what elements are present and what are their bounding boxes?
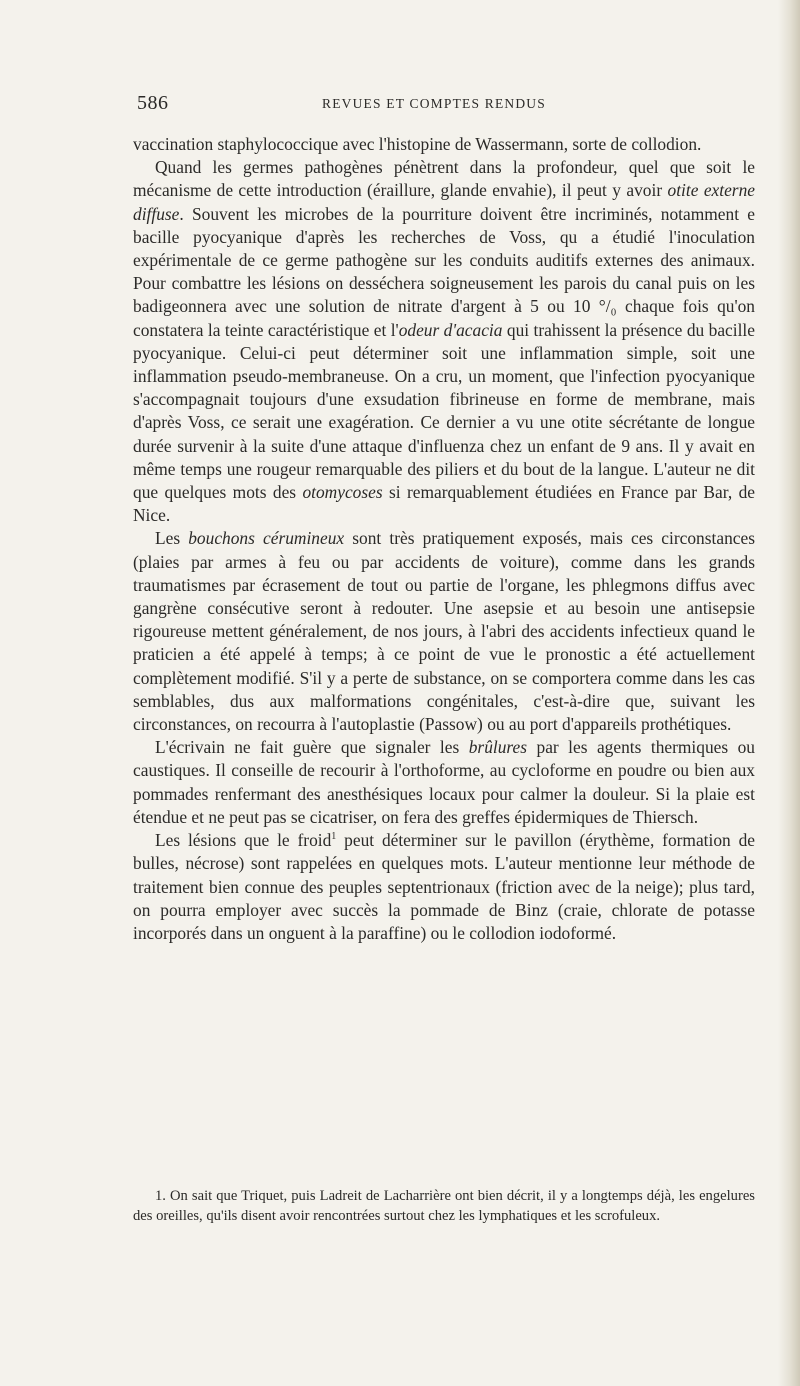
footnote: 1. On sait que Triquet, puis Ladreit de Lacharrière ont bien décrit, il y a longtemps déjà, les engelures des oreilles, qu'ils disent avoir rencontrées surtout chez les lymphatiques et les scrofuleux.	[133, 1188, 755, 1224]
page-edge-shadow	[778, 0, 800, 1386]
paragraph-3: Les bouchons cérumineux sont très pratiquement exposés, mais ces circonstances (plaies par armes à feu ou par accidents de voiture), comme dans les grands traumatismes par écrasement de tout ou partie de l'organe, les phlegmons diffus avec gangrène consécutive seront à redouter. Une asepsie et au besoin une antisepsie rigoureuse mettent généralement, de nos jours, à l'abri des accidents infectieux quand le praticien a été appelé à temps; à ce point de vue le pronostic a été actuellement complètement modifié. S'il y a perte de substance, on se comportera comme dans les cas semblables, dus aux malformations congénitales, c'est-à-dire que, suivant les circonstances, on recourra à l'autoplastie (Passow) ou au port d'appareils prothétiques.	[133, 528, 755, 735]
emphasis-brulures: brûlures	[468, 737, 528, 758]
emphasis-otomycoses: otomycoses	[302, 482, 383, 503]
body-text	[133, 133, 755, 945]
paragraph-2: Quand les germes pathogènes pénètrent dans la profondeur, quel que soit le mécanisme de cette introduction (éraillure, glande envahie), il peut y avoir otite externe diffuse. Souvent les microbes de la pourriture doivent être incriminés, notamment e bacille pyocyanique d'après les recherches de Voss, qu a étudié l'inoculation expérimentale de ce germe pathogène sur les conduits auditifs externes des animaux. Pour combattre les lésions on desséchera soigneusement les parois du canal puis on les badigeonnera avec une solution de nitrate d'argent à 5 ou 10 °/₀ chaque fois qu'on constatera la teinte caractéristique et l'odeur d'acacia qui trahissent la présence du bacille pyocyanique. Celui-ci peut déterminer soit une inflammation simple, soit une inflammation pseudo-membraneuse. On a cru, un moment, que l'infection pyocyanique s'accompagnait toujours d'une exsudation fibrineuse en forme de membrane, mais d'après Voss, ce serait une exagération. Ce dernier a vu une otite sécrétante de longue durée survenir à la suite d'une attaque d'influenza chez un enfant de 9 ans. Il y avait en même temps une rougeur remarquable des piliers et du bout de la langue. L'auteur ne dit que quelques mots des otomycoses si remarquablement étudiées en France par Bar, de Nice.	[133, 157, 755, 526]
emphasis-otite: otite externe diffuse	[133, 180, 755, 224]
running-head: REVUES ET COMPTES RENDUS	[322, 96, 546, 111]
emphasis-bouchons: bouchons cérumineux	[188, 528, 345, 549]
paragraph-4: L'écrivain ne fait guère que signaler les brûlures par les agents thermiques ou caustiques. Il conseille de recourir à l'orthoforme, au cycloforme en poudre ou bien aux pommades renfermant des anesthésiques locaux pour calmer la douleur. Si la plaie est étendue et ne peut pas se cicatriser, on fera des greffes épidermiques de Thiersch.	[133, 737, 755, 827]
paragraph-1: vaccination staphylococcique avec l'histopine de Wassermann, sorte de collodion.	[133, 134, 702, 154]
paragraph-5: Les lésions que le froid$^1$ peut déterminer sur le pavillon (érythème, formation de bulles, nécrose) sont rappelées en quelques mots. L'auteur mentionne leur méthode de traitement bien connue des peuples septentrionaux (friction avec de la neige); plus tard, on pourra employer avec succès la pommade de Binz (craie, chlorate de potasse incorporés dans un onguent à la paraffine) ou le collodion iodoformé.	[133, 830, 755, 943]
emphasis-odeur: odeur d'acacia	[398, 319, 503, 340]
page-header	[137, 92, 752, 118]
footnote-reference[interactable]: 1	[331, 831, 337, 843]
page-number: 586	[137, 92, 169, 114]
